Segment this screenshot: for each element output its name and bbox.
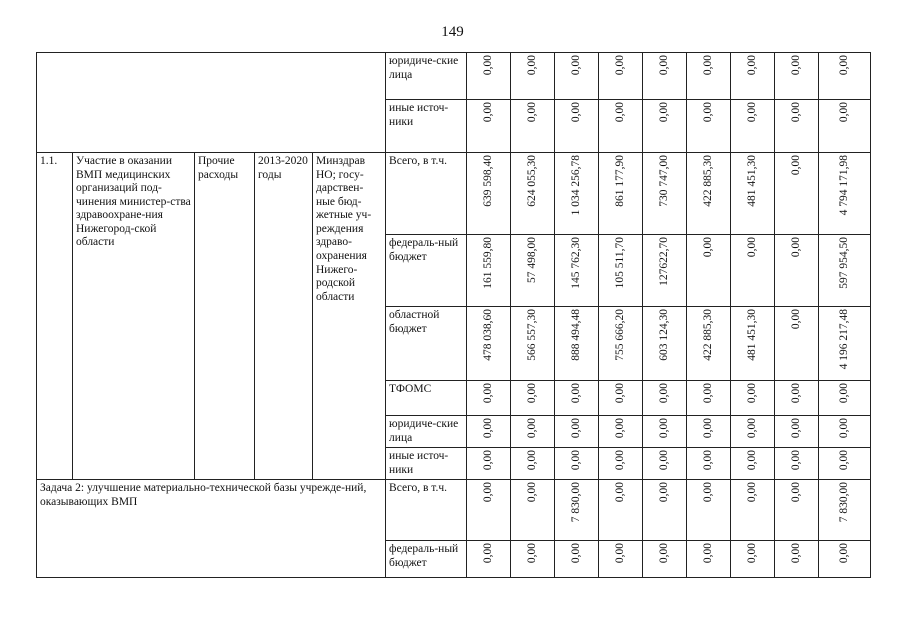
value-text: 0,00	[657, 383, 670, 404]
value-cell	[555, 153, 599, 235]
expense-type: Прочие расходы	[195, 153, 255, 480]
value-text: 0,00	[657, 543, 670, 564]
task-cell: Задача 2: улучшение материально-технической базы учрежде-ний, оказывающих ВМП	[37, 480, 386, 578]
value-text: 0,00	[789, 543, 802, 564]
value-cell	[731, 416, 775, 448]
value-text: 0,00	[701, 55, 714, 76]
value-cell	[731, 541, 775, 578]
value-text: 0,00	[613, 450, 626, 471]
value-cell	[775, 381, 819, 416]
value-text: 0,00	[745, 543, 758, 564]
value-text: 0,00	[701, 237, 714, 258]
source-label: федераль-ный бюджет	[386, 235, 467, 307]
value-cell	[775, 53, 819, 100]
value-text: 0,00	[789, 482, 802, 503]
value-cell	[467, 541, 511, 578]
value-text: 0,00	[701, 383, 714, 404]
value-text: 0,00	[525, 450, 538, 471]
value-text: 0,00	[525, 418, 538, 439]
value-text: 0,00	[837, 543, 850, 564]
value-cell	[467, 153, 511, 235]
value-text: 0,00	[789, 450, 802, 471]
value-cell	[511, 448, 555, 480]
page-number: 149	[441, 24, 464, 40]
value-text: 422 885,30	[701, 309, 714, 361]
value-text: 0,00	[613, 482, 626, 503]
value-cell	[775, 153, 819, 235]
value-text: 481 451,30	[745, 155, 758, 207]
value-text: 0,00	[525, 543, 538, 564]
value-cell	[731, 448, 775, 480]
value-cell	[775, 100, 819, 153]
value-text: 0,00	[745, 383, 758, 404]
value-text: 0,00	[613, 543, 626, 564]
value-text: 0,00	[613, 383, 626, 404]
value-cell	[555, 307, 599, 381]
value-cell	[775, 307, 819, 381]
value-text: 0,00	[789, 155, 802, 176]
value-text: 0,00	[613, 55, 626, 76]
value-cell	[555, 448, 599, 480]
value-cell	[511, 480, 555, 541]
value-cell	[687, 53, 731, 100]
value-text: 0,00	[481, 102, 494, 123]
value-cell	[687, 416, 731, 448]
value-text: 145 762,30	[569, 237, 582, 289]
value-cell	[555, 480, 599, 541]
value-cell	[643, 480, 687, 541]
value-cell	[643, 416, 687, 448]
value-cell	[555, 235, 599, 307]
value-cell	[731, 480, 775, 541]
value-text: 0,00	[657, 418, 670, 439]
value-cell	[643, 100, 687, 153]
value-cell	[819, 480, 871, 541]
value-text: 0,00	[701, 450, 714, 471]
value-text: 0,00	[745, 482, 758, 503]
value-text: 755 666,20	[613, 309, 626, 361]
value-cell	[599, 416, 643, 448]
value-text: 0,00	[745, 102, 758, 123]
source-label: юридиче-ские лица	[386, 416, 467, 448]
value-text: 0,00	[525, 102, 538, 123]
value-cell	[599, 307, 643, 381]
value-text: 0,00	[569, 102, 582, 123]
value-cell	[643, 53, 687, 100]
value-cell	[643, 307, 687, 381]
value-cell	[731, 153, 775, 235]
value-cell	[511, 153, 555, 235]
source-label: иные источ-ники	[386, 100, 467, 153]
value-text: 566 557,30	[525, 309, 538, 361]
period: 2013-2020 годы	[255, 153, 313, 480]
value-text: 639 598,40	[481, 155, 494, 207]
value-cell	[643, 235, 687, 307]
value-text: 478 038,60	[481, 309, 494, 361]
value-cell	[467, 307, 511, 381]
value-cell	[819, 448, 871, 480]
value-text: 624 055,30	[525, 155, 538, 207]
value-cell	[599, 153, 643, 235]
value-text: 861 177,90	[613, 155, 626, 207]
value-cell	[599, 381, 643, 416]
value-cell	[511, 235, 555, 307]
value-cell	[819, 307, 871, 381]
value-text: 0,00	[789, 383, 802, 404]
value-cell	[599, 480, 643, 541]
value-cell	[687, 153, 731, 235]
value-cell	[643, 448, 687, 480]
value-text: 0,00	[701, 102, 714, 123]
value-cell	[511, 100, 555, 153]
value-cell	[819, 381, 871, 416]
value-text: 0,00	[837, 383, 850, 404]
value-cell	[687, 381, 731, 416]
value-cell	[687, 307, 731, 381]
table-row	[37, 153, 871, 235]
value-cell	[819, 235, 871, 307]
value-text: 0,00	[481, 383, 494, 404]
value-cell	[511, 53, 555, 100]
source-label: Всего, в т.ч.	[386, 153, 467, 235]
value-text: 0,00	[481, 55, 494, 76]
value-cell	[555, 53, 599, 100]
value-cell	[687, 541, 731, 578]
value-cell	[687, 235, 731, 307]
value-text: 0,00	[569, 55, 582, 76]
value-cell	[775, 448, 819, 480]
value-text: 481 451,30	[745, 309, 758, 361]
value-cell	[819, 53, 871, 100]
value-text: 0,00	[569, 543, 582, 564]
value-cell	[819, 153, 871, 235]
value-cell	[731, 307, 775, 381]
value-cell	[467, 381, 511, 416]
value-cell	[819, 100, 871, 153]
value-text: 0,00	[789, 237, 802, 258]
value-text: 0,00	[525, 482, 538, 503]
value-text: 0,00	[789, 418, 802, 439]
value-text: 888 494,48	[569, 309, 582, 361]
blank-cell	[37, 53, 386, 153]
value-text: 0,00	[745, 450, 758, 471]
value-cell	[467, 235, 511, 307]
value-text: 0,00	[525, 383, 538, 404]
value-text: 0,00	[657, 102, 670, 123]
value-text: 7 830,00	[837, 482, 850, 523]
value-text: 0,00	[613, 418, 626, 439]
value-text: 0,00	[701, 543, 714, 564]
value-cell	[599, 448, 643, 480]
value-text: 0,00	[701, 418, 714, 439]
value-cell	[599, 235, 643, 307]
value-text: 105 511,70	[613, 237, 626, 289]
source-label: иные источ-ники	[386, 448, 467, 480]
value-cell	[731, 100, 775, 153]
value-cell	[555, 381, 599, 416]
value-cell	[467, 100, 511, 153]
value-text: 1 034 256,78	[569, 155, 582, 216]
value-cell	[555, 416, 599, 448]
budget-table	[36, 52, 871, 578]
value-text: 0,00	[701, 482, 714, 503]
source-label: юридиче-ские лица	[386, 53, 467, 100]
value-cell	[467, 53, 511, 100]
value-cell	[511, 381, 555, 416]
value-cell	[819, 541, 871, 578]
value-cell	[687, 100, 731, 153]
value-cell	[467, 448, 511, 480]
value-text: 0,00	[837, 102, 850, 123]
value-text: 0,00	[657, 450, 670, 471]
value-cell	[687, 480, 731, 541]
table-row	[37, 53, 871, 100]
value-cell	[819, 416, 871, 448]
value-text: 7 830,00	[569, 482, 582, 523]
value-text: 0,00	[481, 418, 494, 439]
value-text: 0,00	[745, 237, 758, 258]
value-text: 0,00	[481, 482, 494, 503]
value-text: 0,00	[613, 102, 626, 123]
value-text: 597 954,50	[837, 237, 850, 289]
source-label: ТФОМС	[386, 381, 467, 416]
value-cell	[599, 541, 643, 578]
value-cell	[467, 416, 511, 448]
source-label: Всего, в т.ч.	[386, 480, 467, 541]
value-cell	[511, 541, 555, 578]
executor: Минздрав НО; госу-дарствен-ные бюд-жетные уч-реждения здраво-охранения Нижего-родской области	[313, 153, 386, 480]
value-text: 0,00	[837, 55, 850, 76]
value-text: 127622,70	[657, 237, 670, 286]
value-text: 730 747,00	[657, 155, 670, 207]
value-text: 0,00	[745, 418, 758, 439]
table-row	[37, 480, 871, 541]
value-text: 0,00	[481, 543, 494, 564]
value-text: 4 794 171,98	[837, 155, 850, 216]
value-cell	[467, 480, 511, 541]
source-label: федераль-ный бюджет	[386, 541, 467, 578]
value-text: 0,00	[569, 450, 582, 471]
value-cell	[731, 235, 775, 307]
measure-number: 1.1.	[37, 153, 73, 480]
value-cell	[775, 416, 819, 448]
value-text: 0,00	[789, 55, 802, 76]
value-text: 57 498,00	[525, 237, 538, 283]
value-text: 422 885,30	[701, 155, 714, 207]
value-cell	[731, 53, 775, 100]
value-cell	[555, 100, 599, 153]
value-cell	[555, 541, 599, 578]
value-cell	[775, 480, 819, 541]
value-text: 0,00	[837, 418, 850, 439]
measure-name: Участие в оказании ВМП медицинских организаций под-чинения министер-ства здравоохране-ния Нижегород-ской области	[73, 153, 195, 480]
value-cell	[731, 381, 775, 416]
value-cell	[775, 235, 819, 307]
value-text: 0,00	[745, 55, 758, 76]
value-cell	[643, 153, 687, 235]
value-text: 0,00	[525, 55, 538, 76]
value-cell	[511, 307, 555, 381]
value-cell	[599, 53, 643, 100]
value-text: 0,00	[657, 482, 670, 503]
value-text: 161 559,80	[481, 237, 494, 289]
value-text: 0,00	[789, 309, 802, 330]
value-cell	[511, 416, 555, 448]
value-cell	[687, 448, 731, 480]
source-label: областной бюджет	[386, 307, 467, 381]
value-cell	[643, 541, 687, 578]
table-body	[37, 53, 871, 578]
value-text: 0,00	[569, 418, 582, 439]
value-cell	[775, 541, 819, 578]
value-text: 4 196 217,48	[837, 309, 850, 370]
value-text: 0,00	[657, 55, 670, 76]
value-text: 0,00	[569, 383, 582, 404]
value-text: 0,00	[837, 450, 850, 471]
value-text: 603 124,30	[657, 309, 670, 361]
value-cell	[643, 381, 687, 416]
value-cell	[599, 100, 643, 153]
value-text: 0,00	[789, 102, 802, 123]
value-text: 0,00	[481, 450, 494, 471]
